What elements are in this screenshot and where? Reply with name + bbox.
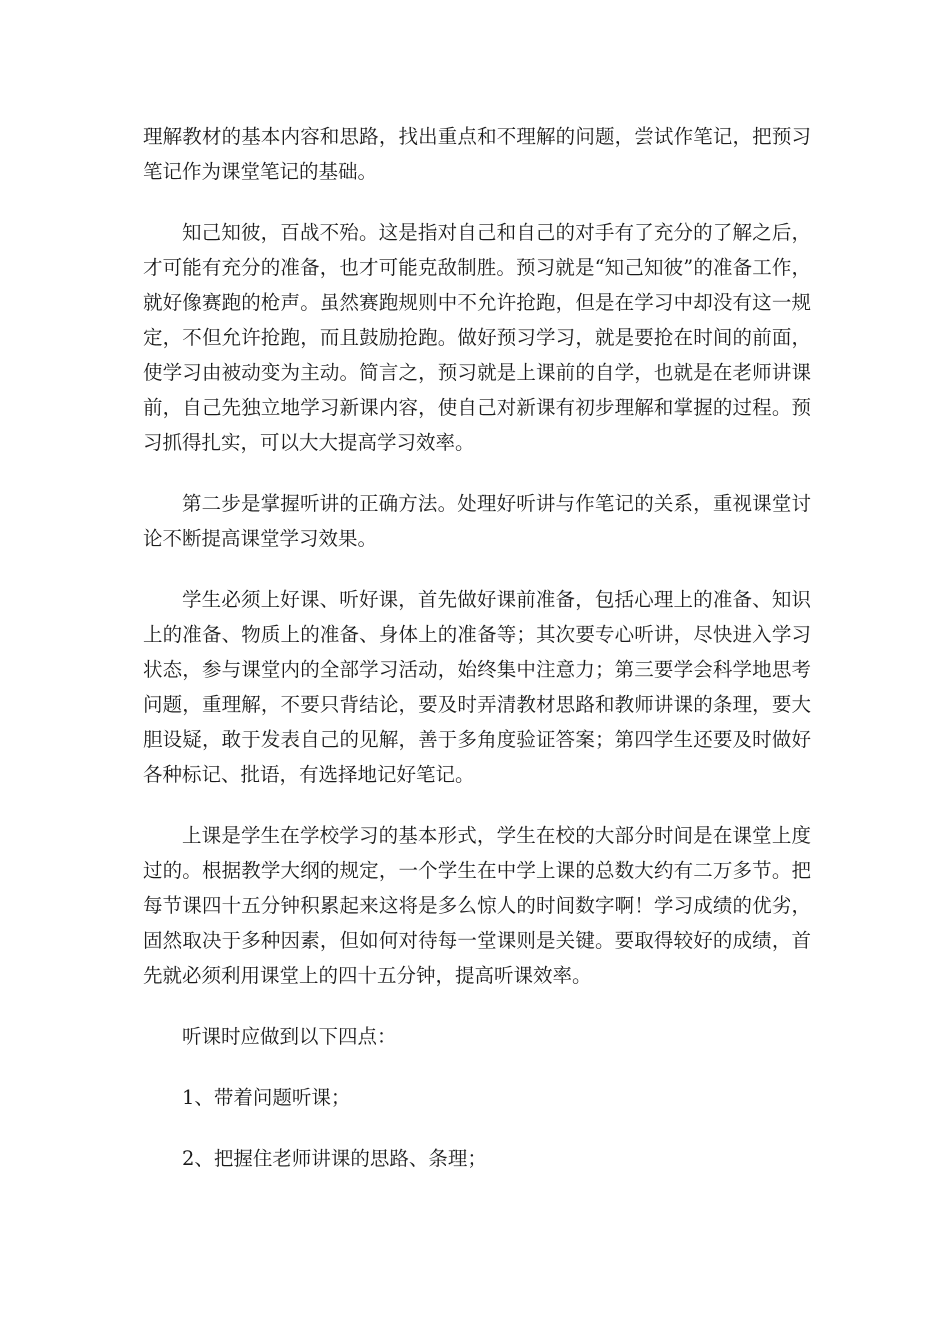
paragraph-four-points: 听课时应做到以下四点： [182,1025,397,1048]
document-body [143,119,811,1202]
paragraph-step-two: 第二步是掌握听讲的正确方法。处理好听讲与作笔记的关系，重视课堂讨论不断提高课堂学习效果。 [143,492,811,550]
list-item-2: 2、把握住老师讲课的思路、条理； [182,1147,487,1170]
list-item-1: 1、带着问题听课； [182,1086,351,1109]
paragraph-attend-class: 学生必须上好课、听好课，首先做好课前准备，包括心理上的准备、知识上的准备、物质上的准备、身体上的准备等；其次要专心听讲，尽快进入学习状态，参与课堂内的全部学习活动，始终集中注意力；第三要学会科学地思考问题，重理解，不要只背结论，要及时弄清教材思路和教师讲课的条理，要大胆设疑，敢于发表自己的见解，善于多角度验证答案；第四学生还要及时做好各种标记、批语，有选择地记好笔记。 [143,588,811,786]
paragraph-preview-notes: 理解教材的基本内容和思路，找出重点和不理解的问题，尝试作笔记，把预习笔记作为课堂笔记的基础。 [143,125,811,183]
paragraph-know-yourself: 知己知彼，百战不殆。这是指对自己和自己的对手有了充分的了解之后，才可能有充分的准备，也才可能克敌制胜。预习就是“知己知彼”的准备工作，就好像赛跑的枪声。虽然赛跑规则中不允许抢跑，但是在学习中却没有这一规定，不但允许抢跑，而且鼓励抢跑。做好预习学习，就是要抢在时间的前面，使学习由被动变为主动。简言之，预习就是上课前的自学，也就是在老师讲课前，自己先独立地学习新课内容，使自己对新课有初步理解和掌握的过程。预习抓得扎实，可以大大提高学习效率。 [143,221,811,454]
paragraph-class-time: 上课是学生在学校学习的基本形式，学生在校的大部分时间是在课堂上度过的。根据教学大纲的规定，一个学生在中学上课的总数大约有二万多节。把每节课四十五分钟积累起来这将是多么惊人的时间数字啊！学习成绩的优劣，固然取决于多种因素，但如何对待每一堂课则是关键。要取得较好的成绩，首先就必须利用课堂上的四十五分钟，提高听课效率。 [143,824,811,987]
